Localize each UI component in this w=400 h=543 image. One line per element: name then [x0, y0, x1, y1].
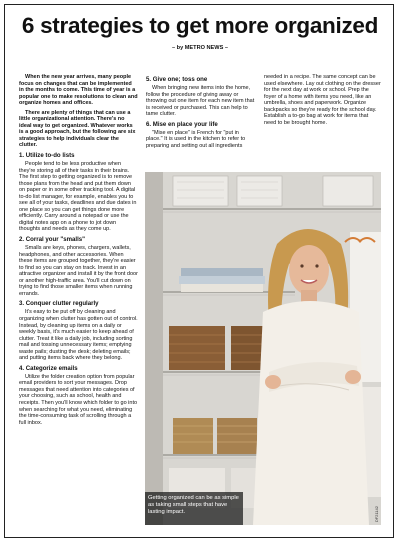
section-text-3: It's easy to be put off by cleaning and organizing when clutter has gotten out of control. Instead, by cleaning up items on a daily or weekly basis, it's much easier to keep ahead of clutter. Treat it like a daily job, including sorting mail and tossing unnecessary items; emptying waste pails; dusting the desk; deleting emails; and putting items back where they belong.: [19, 309, 138, 362]
column-2: [146, 74, 257, 152]
headline: 6 strategies to get more organized: [21, 13, 379, 38]
section-text-6-continued: needed in a recipe. The same concept can be used elsewhere. Lay out clothing on the dresser for the next day at work or school. Prep the foyer of a home with items you need, like an umbrella, shoes and paperwork. Organize backpacks so they're ready for the school day. Establish a to-go bag at work for items that need to be brought home.: [264, 74, 381, 126]
intro-paragraph: When the new year arrives, many people focus on changes that can be implemented in the months to come. This time of year is a popular one to make resolutions to clean and organize homes and offices.: [19, 74, 138, 107]
byline: – by METRO NEWS –: [172, 45, 228, 51]
section-heading-5: 5. Give one; toss one: [146, 76, 208, 83]
column-3: [264, 74, 381, 129]
section-text-6: "Mise en place" is French for "put in place." It is used in the kitchen to refer to preparing and setting out all ingredients: [146, 129, 246, 149]
section-heading-2: 2. Corral your "smalls": [19, 236, 86, 244]
section-heading-6: 6. Mise en place your life: [146, 120, 218, 128]
photo-illustration: [145, 172, 381, 525]
photo-code: DF21142: [374, 505, 379, 522]
photo-caption: Getting organized can be as simple as taking small steps that have lasting impact.: [145, 492, 243, 525]
article-frame: [4, 4, 394, 538]
section-heading-4: 4. Categorize emails: [19, 364, 78, 372]
section-text-2: Smalls are keys, phones, chargers, wallets, headphones, and other accessories. When these items are grouped together, they're easier to find so you can stay on track. Invest in an attractive organizer and install it by the front door or another high-traffic area. You'll cut down on trying to find those smaller items when running errands.: [19, 245, 138, 297]
section-heading-3: 3. Conquer clutter regularly: [19, 300, 99, 308]
intro-paragraph-2: There are plenty of things that can use a little organizational attention. There's no ideal way to get organized. Whatever works is a good approach, but the following are six strategies to help individuals clear the clutter.: [19, 109, 136, 149]
section-text-1: People tend to be less productive when they're storing all of their tasks in their brains. The first step to getting organized is to remove those plans from the head and put them down on paper or in some other tracking tool. A digital to-do list manager, for example, enables you to see all of your tasks, deadlines and due dates in one place so you can get things done more efficiently. Carry around a notepad or use the digital notes app on a phone to jot down thoughts and needs as they come up.: [19, 161, 137, 233]
closet-photo: [145, 172, 381, 525]
section-text-5: When bringing new items into the home, follow the procedure of giving away or throwing out one item for each new item that is received or purchased. This can help to tame clutter.: [146, 85, 255, 118]
column-1: [19, 74, 138, 429]
section-text-4: Utilize the folder creation option from popular email providers to sort your messages. Drop messages that need attention into categories of your choosing, such as school, health and receipts. Then you'll know which folder to go into when searching for what you need, eliminating the time-consuming task of scrolling through a full inbox.: [19, 373, 138, 426]
section-heading-1: 1. Utilize to-do lists: [19, 152, 75, 160]
